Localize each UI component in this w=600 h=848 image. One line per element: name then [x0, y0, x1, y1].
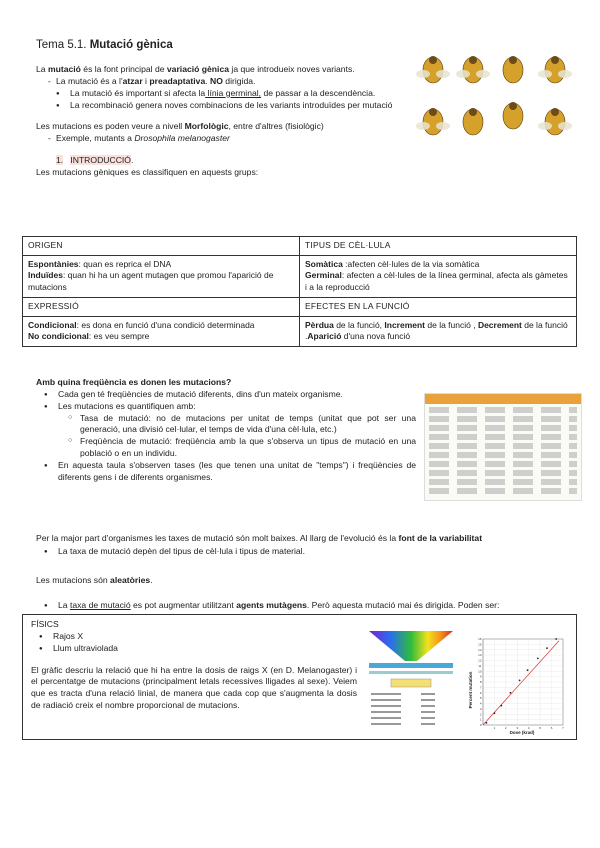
y-tick-label: 9 [479, 674, 482, 679]
text: . [205, 75, 211, 86]
intro-paragraph-2 [36, 121, 408, 133]
data-point [537, 657, 539, 659]
bold-text: Decrement [477, 319, 522, 330]
underlined-text: línia germinal, [205, 87, 262, 98]
y-tick-label: 11 [478, 663, 482, 668]
table-cell-expressio [23, 316, 300, 346]
table-cell-origen [23, 255, 300, 297]
y-tick-label: 0 [479, 723, 482, 727]
intro-section [36, 64, 408, 179]
frequency-section [36, 377, 416, 484]
title-main: Mutació gènica [89, 39, 173, 51]
text: : es veu sempre [88, 331, 150, 342]
fisics-item: ● Llum ultraviolada [31, 643, 357, 655]
text: La [36, 64, 48, 74]
x-tick-label: 2 [505, 726, 507, 730]
y-tick-label: 12 [478, 658, 482, 663]
table-cell-tipus [300, 255, 577, 297]
text: : afecten a cèl·lules de la línea germinal, afecta als gàmetes i a la reproducció [305, 270, 568, 293]
x-tick-label: 6 [550, 726, 553, 730]
text: La mutació és important si afecta la [70, 87, 206, 98]
y-tick-label: 13 [478, 653, 482, 658]
text: : quan es reprica el DNA [78, 258, 172, 269]
radiation-spectrum-image [361, 621, 461, 731]
fisics-text [31, 619, 357, 712]
text: de passar a la descendència. [261, 87, 376, 98]
section-number: 1. [56, 155, 64, 166]
y-tick-label: 5 [479, 696, 482, 701]
bold-text: Somàtica [305, 258, 343, 269]
text: Per la major part d'organismes les taxes de mutació són molt baixes. Al llarg de l'evolució és la [36, 533, 399, 543]
bullet-taxa-mutacio: ● La taxa de mutació depèn del tipus de cèl·lula i tipus de material. [36, 546, 598, 558]
data-point [546, 647, 548, 649]
x-tick-label: 3 [516, 726, 519, 730]
text: d'una nova funció [341, 331, 411, 342]
bold-text: variació gènica [166, 64, 230, 74]
bold-text: No condicional [28, 331, 89, 342]
bold-text: aleatòries [110, 575, 151, 585]
section-heading [36, 155, 408, 167]
section-label: INTRODUCCIÓ [70, 155, 131, 166]
y-tick-label: 3 [479, 706, 482, 711]
table-header-expressio: EXPRESSIÓ [23, 297, 300, 316]
text: La [58, 599, 70, 610]
data-point [486, 722, 488, 724]
data-point [500, 705, 502, 707]
table-header-origen: ORIGEN [23, 237, 300, 256]
chart-svg [467, 635, 567, 735]
text: de la funció, [333, 319, 385, 330]
x-tick-label: 7 [562, 726, 564, 730]
x-tick-label: 4 [527, 726, 530, 730]
data-point [527, 669, 529, 671]
bold-text: agents mutàgens [236, 599, 307, 610]
italic-text: Drosophila melanogaster [134, 133, 230, 144]
bullet-recombinacio: ● La recombinació genera noves combinacions de les variants introduïdes per mutació [36, 100, 408, 112]
bold-text: atzar [122, 75, 143, 86]
bold-text: mutació [47, 64, 81, 74]
text: dirigida. [222, 75, 256, 86]
bullet-agents-mutagens [36, 600, 600, 612]
circle-tasa: ○ Tasa de mutació: no de mutacions per unitat de temps (unitat que pot ser una generació, una divisió cel·lular, el temps de vida d'una cèl·lula, etc.) [36, 413, 416, 437]
bold-text: Aparició [307, 331, 342, 342]
rate-table-header [425, 394, 581, 404]
fisics-title: FÍSICS [31, 619, 59, 629]
bold-text: font de la variabilitat [398, 533, 483, 543]
text: Exemple, mutants a [56, 133, 135, 144]
bullet-freq-3: ● En aquesta taula s'observen tases (les que tenen una unitat de "temps") i freqüències de diferents gens i de diferents organismes. [36, 460, 416, 484]
data-point [519, 679, 521, 681]
y-tick-label: 6 [479, 690, 482, 695]
y-tick-label: 14 [478, 647, 482, 652]
bold-text: Germinal [305, 270, 342, 281]
variability-paragraph [36, 533, 581, 545]
text: de la funció , [425, 319, 478, 330]
y-tick-label: 10 [478, 669, 482, 674]
text: :afecten cèl·lules de la via somàtica [342, 258, 480, 269]
y-tick-label: 16 [478, 637, 482, 641]
text: Les mutacions es poden veure a nivell [36, 121, 185, 132]
frequency-question: Amb quina freqüència es donen les mutacions? [36, 377, 232, 387]
dash-item-atzar [36, 76, 408, 88]
text: es pot augmentar utilitzant [130, 599, 237, 610]
table-header-efectes: EFECTES EN LA FUNCIÓ [300, 297, 577, 316]
circle-frequencia: ○ Freqüència de mutació: freqüència amb la que s'observa un tipus de mutació en una població o en un individu. [36, 436, 416, 460]
bold-text: Espontànies [28, 258, 79, 269]
fisics-item: ● Rajos X [31, 631, 357, 643]
title-prefix: Tema 5.1. [36, 39, 90, 51]
section-dot: . [130, 155, 134, 166]
classification-table [22, 236, 577, 347]
x-tick-label: 1 [493, 726, 496, 730]
y-tick-label: 7 [479, 685, 482, 690]
bold-text: Induïdes [28, 270, 63, 281]
mutation-rate-table-image [424, 393, 582, 501]
bold-text: Condicional [28, 319, 77, 330]
intro-paragraph-1 [36, 64, 408, 76]
text: . [150, 575, 153, 585]
table-header-tipus-cellula: TIPUS DE CÈL·LULA [300, 237, 577, 256]
fisics-box [22, 614, 577, 740]
bold-text: preadaptativa [149, 75, 206, 86]
y-tick-label: 15 [478, 642, 482, 647]
text: : quan hi ha un agent mutagen que promou l'aparició de mutacions [28, 270, 274, 293]
x-tick-label: 5 [539, 726, 541, 730]
text: Les mutacions són [36, 575, 111, 585]
text: . Però aquesta mutació mai és dirigida. Poden ser: [306, 599, 500, 610]
dose-mutation-chart [467, 635, 567, 735]
y-tick-label: 4 [479, 701, 482, 706]
data-point [494, 712, 496, 714]
x-axis-label: Dose (krad) [509, 730, 535, 735]
bold-text: NO [210, 75, 223, 86]
y-tick-label: 2 [479, 712, 482, 717]
bullet-linia-germinal [36, 88, 408, 100]
text: i [142, 75, 150, 86]
text: és la font principal de [80, 64, 167, 74]
dash-item-exemple [36, 133, 408, 145]
text: : es dona en funció d'una condició determinada [76, 319, 255, 330]
text: La mutació és a l' [56, 75, 123, 86]
page-title [36, 38, 173, 54]
bullet-freq-1: ● Cada gen té freqüències de mutació diferents, dins d'un mateix organisme. [36, 389, 416, 401]
fisics-paragraph: El gràfic descriu la relació que hi ha entre la dosis de raigs X (en D. Melanogaster) i el percentatge de mutacions (principalment letals recessives lligades al sexe). Veiem que es tracta d'una relació linial, de manera que cada cop que s'augmenta la dosis de radiació creix el nombre proporcional de mutacions. [31, 664, 357, 711]
y-tick-label: 8 [479, 680, 482, 684]
y-axis-label: Percent mutation [468, 671, 473, 709]
data-point [510, 692, 512, 694]
y-tick-label: 1 [479, 717, 482, 722]
data-point [555, 638, 557, 640]
text: , entre d'altres (fisiològic) [228, 121, 324, 132]
intro-paragraph-3: Les mutacions gèniques es classifiquen en aquests grups: [36, 167, 259, 178]
aleatories-paragraph [36, 575, 576, 587]
bold-text: Increment [384, 319, 426, 330]
table-cell-efectes [300, 316, 577, 346]
drosophila-mutants-image [415, 52, 580, 150]
text: de la funció . [305, 319, 568, 342]
underlined-text: taxa de mutació [69, 599, 131, 610]
bold-text: Morfològic [184, 121, 229, 132]
bold-text: Pèrdua [305, 319, 334, 330]
bullet-freq-2: ● Les mutacions es quantifiquen amb: [36, 401, 416, 413]
text: ja que introdueix noves variants. [229, 64, 355, 74]
